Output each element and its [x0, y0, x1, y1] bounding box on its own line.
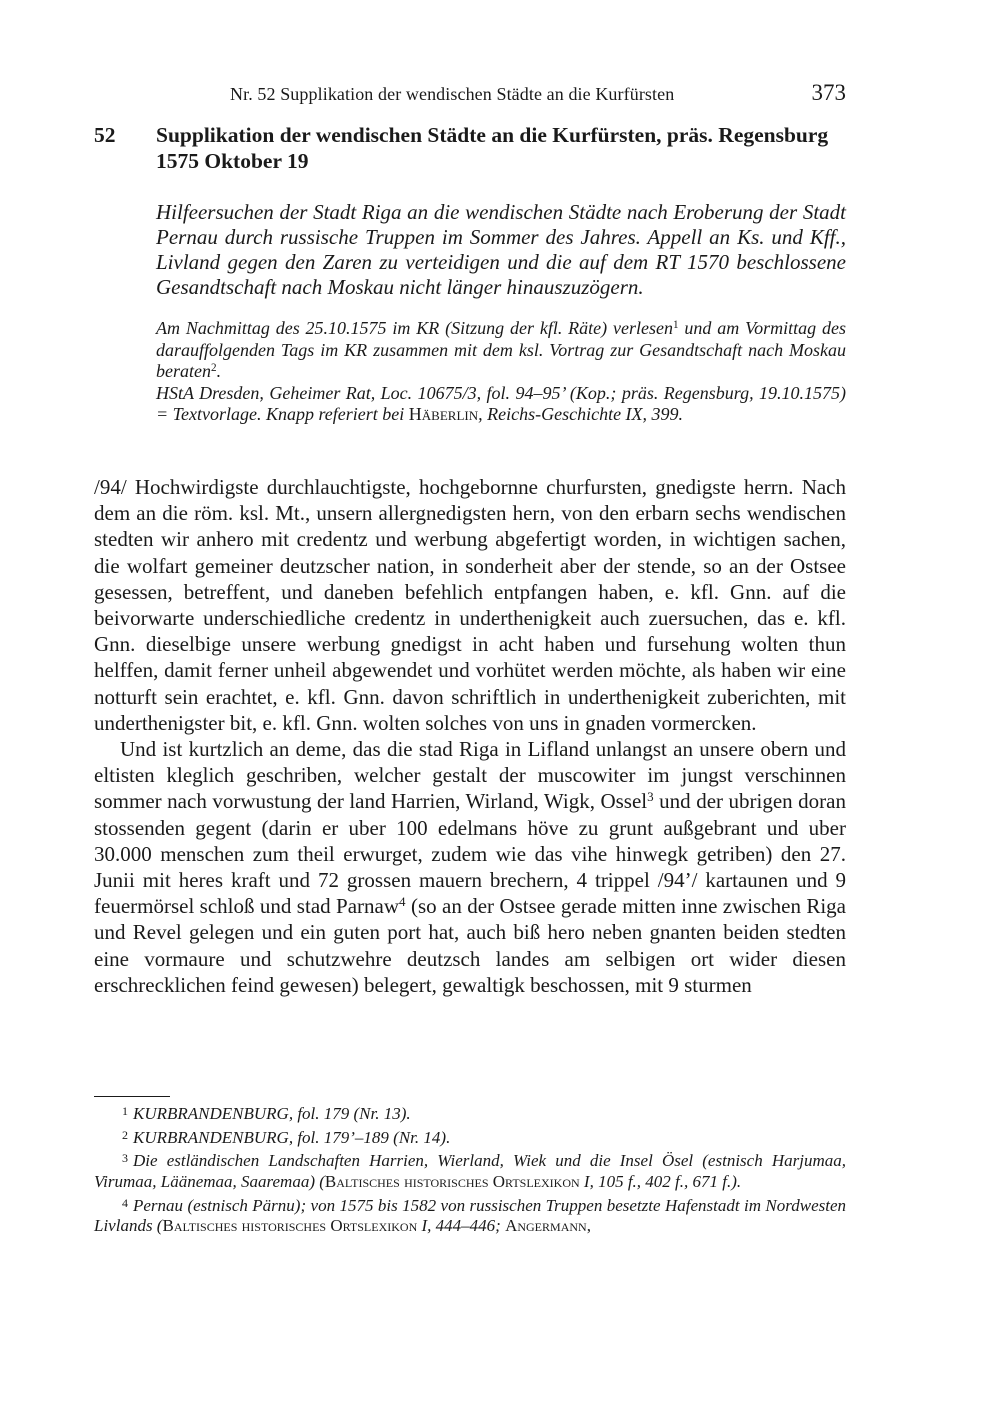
footnotes [94, 1101, 846, 1237]
page-number: 373 [811, 80, 846, 105]
footnote-ref-1[interactable]: 1 [673, 318, 679, 331]
footnote-4: $^4$ Pernau (estnisch Pärnu); von 1575 bis 1582 von russischen Truppen besetzte Hafenstadt im Nordwesten Livlands (Baltisches historisches Ortslexikon I, 444–446; Angermann, [94, 1195, 846, 1236]
source-note: HStA Dresden, Geheimer Rat, Loc. 10675/3, fol. 94–95’ (Kop.; präs. Regensburg, 19.10.1575) = Textvorlage. Knapp referiert bei Häberlin, Reichs-Geschichte IX, 399. [156, 382, 846, 424]
regest: Hilfeersuchen der Stadt Riga an die wendischen Städte nach Eroberung der Stadt Pernau durch russische Truppen im Sommer des Jahres. Appell an Ks. und Kff., Livland gegen den Zaren zu verteidigen und die auf dem RT 1570 beschlossene Gesandtschaft nach Moskau nicht länger hinauszuzögern. [156, 200, 846, 299]
document-title: Supplikation der wendischen Städte an die Kurfürsten, präs. Regensburg 1575 Oktober 19 [156, 123, 829, 173]
document-heading [94, 122, 846, 174]
footnote-2: $^2$ KURBRANDENBURG, fol. 179’–189 (Nr. 14). [122, 1127, 451, 1147]
paragraph-1: /94/ Hochwirdigste durchlauchtigste, hochgebornne churfursten, gnedigste herrn. Nach dem an die röm. ksl. Mt., unsern allergnedigsten hern, von den erbarn sechs wendischen stedten wir anhero mit credentz und werbung abgefertigt worden, in wichtigen sachen, die wolfart gemeiner deutzscher nation, in sonderheit aber der stende, so an der Ostsee gesessen, betreffent, und daneben befehlich entpfangen haben, e. kfl. Gnn. auf die beivorwarte underschiedliche credentz in underthenigkeit auch zuersuchen, das e. kfl. Gnn. dieselbige unsere werbung gnedigst in acht haben und fursehung wolten thun helffen, damit ferner unheil abgewendet und vorhütet werden möchte, als haben wir eine notturft sein erachtet, e. kfl. Gnn. davon schriftlich in underthenigkeit zuberichten, mit underthenigster bit, e. kfl. Gnn. wolten solches von uns in gnaden vormercken. [94, 475, 846, 735]
running-head [94, 80, 846, 108]
main-text [94, 474, 846, 998]
editorial-notes [156, 318, 846, 426]
reading-note: Am Nachmittag des 25.10.1575 im KR (Sitzung der kfl. Räte) verlesen$^1$ und am Vormittag des darauffolgenden Tags im KR zusammen mit dem ksl. Vortrag zur Gesandtschaft nach Moskau beraten$^2$. [156, 318, 847, 381]
footnote-divider [94, 1096, 170, 1097]
footnote-ref-3[interactable]: 3 [647, 789, 654, 805]
paragraph-2: Und ist kurtzlich an deme, das die stad Riga in Lifland unlangst an unsere obern und eltisten kleglich geschriben, welcher gestalt der muscowiter im jungst verschinnen sommer nach vorwustung der land Harrien, Wirland, Wigk, Ossel$^3$ und der ubrigen doran stossenden gegent (darin er uber 100 edelmans höve zu grunt außgebrant und uber 30.000 menschen zum theil erwurget, zudem wie das vihe hinwegk getriben) den 27. Junii mit heres kraft und 72 grossen mauern brechern, 4 trippel /94’/ kartaunen und 9 feuermörsel schloß und stad Parnaw$^4$ (so an der Ostsee gerade mitten inne zwischen Riga und Revel gelegen und ein guten port hat, auch biß hero neben gnanten beiden stedten eine vormaure und schutzwehre deutzsch landes am selbigen ort wider diesen erschrecklichen feind gewesen) belegert, gewaltigk beschossen, mit 9 sturmen [94, 737, 847, 997]
footnote-1: $^1$ KURBRANDENBURG, fol. 179 (Nr. 13). [122, 1104, 411, 1124]
document-number: 52 [94, 123, 116, 147]
author-name: Häberlin [408, 404, 479, 424]
footnote-ref-4[interactable]: 4 [399, 894, 406, 910]
footnote-3: $^3$ Die estländischen Landschaften Harrien, Wierland, Wiek und die Insel Ösel (estnisch Harjumaa, Virumaa, Läänemaa, Saaremaa) (Baltisches historisches Ortslexikon I, 105 f., 402 f., 671 f.). [94, 1151, 846, 1192]
running-title: Nr. 52 Supplikation der wendischen Städte an die Kurfürsten [230, 84, 675, 104]
footnote-ref-2[interactable]: 2 [210, 361, 217, 374]
